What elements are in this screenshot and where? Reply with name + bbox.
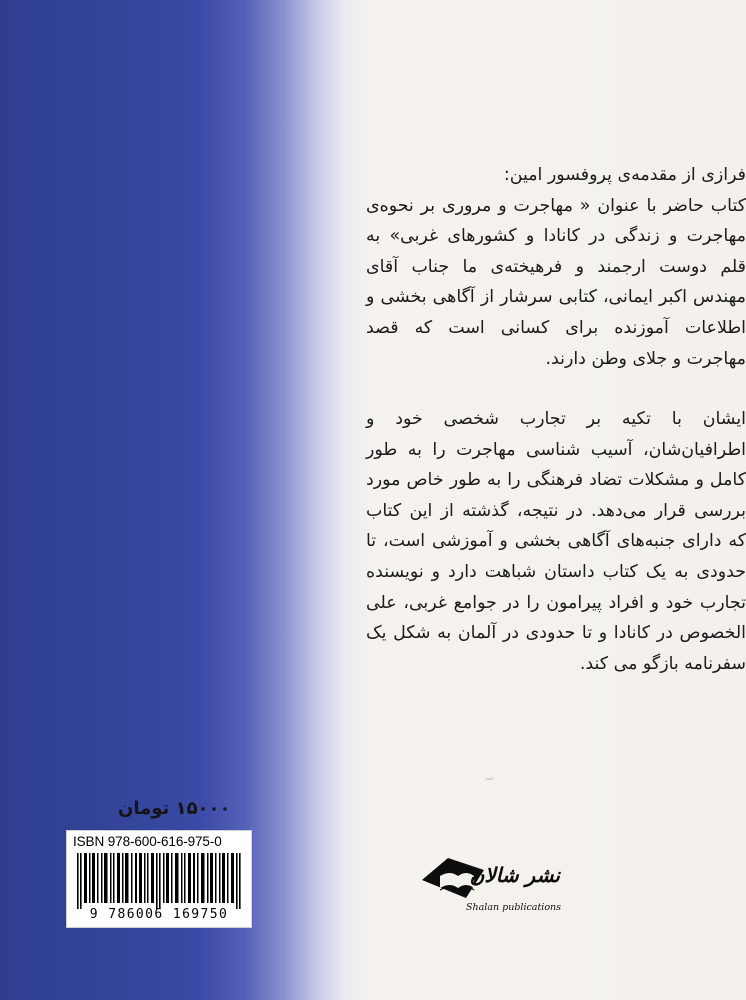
pencil-mark: ~ xyxy=(483,771,496,788)
isbn-digits: 9 786006 169750 xyxy=(89,907,229,922)
blurb-paragraph-1: کتاب حاضر با عنوان « مهاجرت و مروری بر نحوه‌ی مهاجرت و زندگی در کانادا و کشورهای غربی» به قلم دوست ارجمند و فرهیخته‌ی ما جناب آقای مهندس اکبر ایمانی، کتابی سرشار از آگاهی بخشی و اطلاعات آموزنده برای کسانی است که قصد مهاجرت و جلای وطن دارند. xyxy=(366,195,746,369)
intro-heading: فرازی از مقدمه‌ی پروفسور امین: xyxy=(503,165,746,185)
barcode-icon xyxy=(77,853,242,909)
isbn-label: ISBN 978-600-616-975-0 xyxy=(73,834,222,849)
isbn-barcode-panel xyxy=(66,830,252,928)
publisher-name-fa: نشر شالان xyxy=(469,863,560,887)
blurb-paragraph-2: ایشان با تکیه بر تجارب شخصی خود و اطرافیان‌شان، آسیب شناسی مهاجرت را به طور کامل و مشکلات تضاد فرهنگی را به طور خاص مورد بررسی قرار می‌دهد. در نتیجه، گذشته از این کتاب که دارای جنبه‌های آگاهی بخشی و آموزشی است، تا حدودی به یک کتاب داستان شباهت دارد و نویسنده تجارب خود و افراد پیرامون را در جوامع غربی، علی الخصوص در کانادا و تا حدودی در آلمان به شکل یک سفرنامه بازگو می کند. xyxy=(366,409,746,674)
publisher-name-en: Shalan publications xyxy=(466,902,562,913)
price-label: ۱۵۰۰۰ تومان xyxy=(118,798,231,819)
blurb-column xyxy=(366,160,746,760)
